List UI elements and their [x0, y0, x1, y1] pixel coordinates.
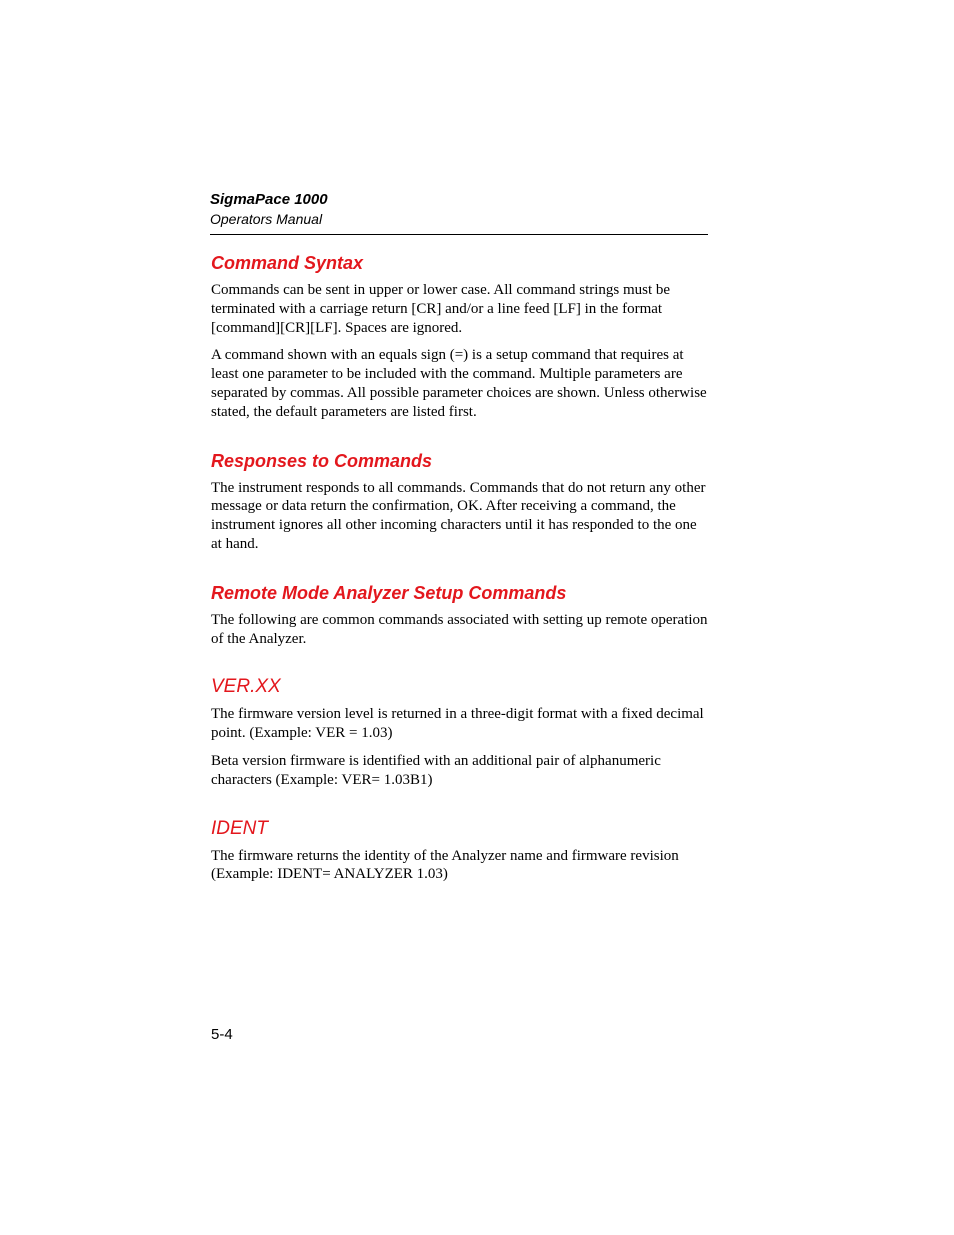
manual-subtitle: Operators Manual — [210, 211, 323, 227]
command-heading: IDENT — [211, 817, 268, 839]
paragraph: The firmware returns the identity of the Analyzer name and firmware revision (Example: IDENT= ANALYZER 1.03) — [211, 847, 679, 883]
section-heading: Command Syntax — [211, 253, 364, 273]
paragraph: Beta version firmware is identified with an additional pair of alphanumeric characters (Example: VER= 1.03B1) — [211, 752, 661, 788]
paragraph: The following are common commands associated with setting up remote operation of the Analyzer. — [211, 611, 708, 647]
paragraph: The firmware version level is returned in a three-digit format with a fixed decimal point. (Example: VER = 1.03) — [211, 706, 704, 742]
page-number: 5-4 — [211, 1026, 233, 1043]
page-content — [211, 251, 709, 911]
section-command-syntax — [211, 251, 709, 422]
section-heading: Remote Mode Analyzer Setup Commands — [211, 582, 567, 603]
command-heading: VER.XX — [211, 676, 281, 698]
paragraph: Commands can be sent in upper or lower case. All command strings must be terminated with a carriage return [CR] and/or a line feed [LF] in the format [command][CR][LF]. Spaces are ignored. — [211, 282, 671, 336]
section-heading: Responses to Commands — [211, 450, 433, 471]
section-ident — [211, 817, 709, 885]
running-header — [210, 190, 708, 235]
section-remote-mode-setup — [211, 581, 709, 649]
paragraph: A command shown with an equals sign (=) is a setup command that requires at least one parameter to be included with the command. Multiple parameters are separated by commas. All possible parameter choices are shown. Unless otherwise stated, the default parameters are listed first. — [211, 347, 707, 420]
section-ver-xx — [211, 675, 709, 789]
paragraph: The instrument responds to all commands. Commands that do not return any other message or data return the confirmation, OK. After receiving a command, the instrument ignores all other incoming characters until it has responded to the one at hand. — [211, 479, 706, 552]
product-title: SigmaPace 1000 — [210, 191, 328, 208]
section-responses-to-commands — [211, 449, 709, 554]
